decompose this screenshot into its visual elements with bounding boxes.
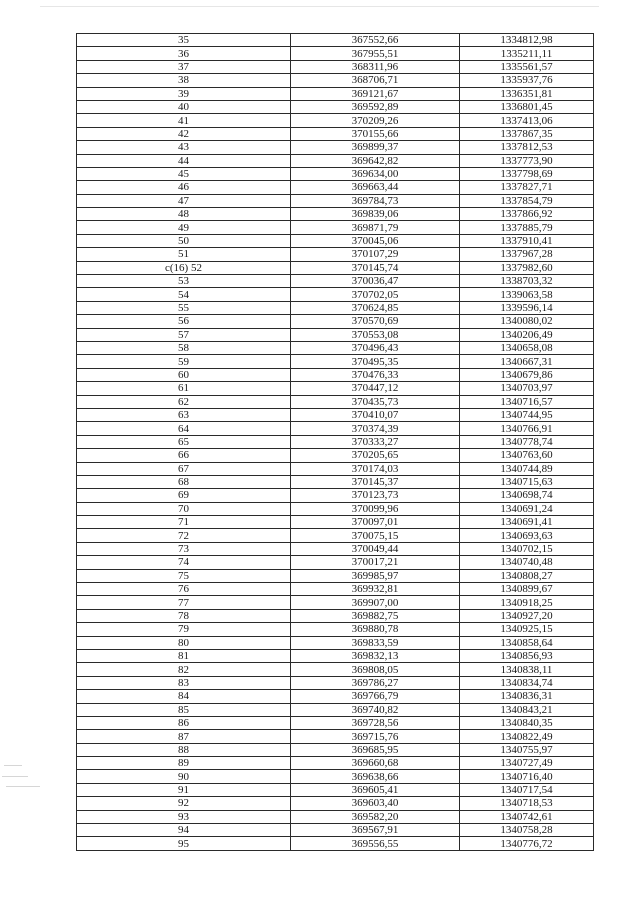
y-coordinate-cell: 1340080,02 <box>460 315 594 328</box>
y-coordinate-cell: 1340927,20 <box>460 609 594 622</box>
y-coordinate-cell: 1340702,15 <box>460 542 594 555</box>
point-number-cell: 81 <box>77 649 291 662</box>
point-number-cell: 70 <box>77 502 291 515</box>
table-row <box>77 34 594 47</box>
y-coordinate-cell: 1337812,53 <box>460 141 594 154</box>
table-row <box>77 596 594 609</box>
x-coordinate-cell: 370496,43 <box>291 341 460 354</box>
point-number-cell: 87 <box>77 730 291 743</box>
point-number-cell: 79 <box>77 623 291 636</box>
table-row <box>77 516 594 529</box>
x-coordinate-cell: 369605,41 <box>291 783 460 796</box>
y-coordinate-cell: 1340758,28 <box>460 824 594 837</box>
y-coordinate-cell: 1335211,11 <box>460 47 594 60</box>
y-coordinate-cell: 1340918,25 <box>460 596 594 609</box>
table-row <box>77 315 594 328</box>
table-row <box>77 395 594 408</box>
x-coordinate-cell: 370476,33 <box>291 368 460 381</box>
point-number-cell: 62 <box>77 395 291 408</box>
point-number-cell: 88 <box>77 743 291 756</box>
x-coordinate-cell: 369907,00 <box>291 596 460 609</box>
point-number-cell: 38 <box>77 74 291 87</box>
y-coordinate-cell: 1340715,63 <box>460 475 594 488</box>
point-number-cell: 94 <box>77 824 291 837</box>
y-coordinate-cell: 1338703,32 <box>460 275 594 288</box>
y-coordinate-cell: 1340808,27 <box>460 569 594 582</box>
point-number-cell: 40 <box>77 100 291 113</box>
y-coordinate-cell: 1337798,69 <box>460 167 594 180</box>
y-coordinate-cell: 1334812,98 <box>460 34 594 47</box>
x-coordinate-cell: 370174,03 <box>291 462 460 475</box>
y-coordinate-cell: 1340727,49 <box>460 757 594 770</box>
table-row <box>77 663 594 676</box>
x-coordinate-cell: 369832,13 <box>291 649 460 662</box>
y-coordinate-cell: 1340822,49 <box>460 730 594 743</box>
point-number-cell: 69 <box>77 489 291 502</box>
point-number-cell: 92 <box>77 797 291 810</box>
point-number-cell: 72 <box>77 529 291 542</box>
y-coordinate-cell: 1337885,79 <box>460 221 594 234</box>
point-number-cell: 48 <box>77 208 291 221</box>
x-coordinate-cell: 370145,37 <box>291 475 460 488</box>
point-number-cell: 55 <box>77 301 291 314</box>
point-number-cell: 56 <box>77 315 291 328</box>
x-coordinate-cell: 369899,37 <box>291 141 460 154</box>
table-row <box>77 636 594 649</box>
coordinates-table <box>76 33 594 851</box>
x-coordinate-cell: 369663,44 <box>291 181 460 194</box>
y-coordinate-cell: 1336351,81 <box>460 87 594 100</box>
table-row <box>77 716 594 729</box>
x-coordinate-cell: 370447,12 <box>291 382 460 395</box>
y-coordinate-cell: 1340667,31 <box>460 355 594 368</box>
point-number-cell: 54 <box>77 288 291 301</box>
point-number-cell: 82 <box>77 663 291 676</box>
point-number-cell: 47 <box>77 194 291 207</box>
x-coordinate-cell: 369121,67 <box>291 87 460 100</box>
x-coordinate-cell: 370209,26 <box>291 114 460 127</box>
table-row <box>77 288 594 301</box>
point-number-cell: 91 <box>77 783 291 796</box>
y-coordinate-cell: 1340776,72 <box>460 837 594 850</box>
scan-artifact <box>4 765 22 766</box>
y-coordinate-cell: 1340742,61 <box>460 810 594 823</box>
x-coordinate-cell: 369556,55 <box>291 837 460 850</box>
point-number-cell: 57 <box>77 328 291 341</box>
y-coordinate-cell: 1340740,48 <box>460 556 594 569</box>
y-coordinate-cell: 1339596,14 <box>460 301 594 314</box>
y-coordinate-cell: 1340691,24 <box>460 502 594 515</box>
y-coordinate-cell: 1337866,92 <box>460 208 594 221</box>
point-number-cell: 78 <box>77 609 291 622</box>
y-coordinate-cell: 1340840,35 <box>460 716 594 729</box>
table-row <box>77 435 594 448</box>
point-number-cell: 41 <box>77 114 291 127</box>
table-row <box>77 167 594 180</box>
table-row <box>77 47 594 60</box>
y-coordinate-cell: 1337854,79 <box>460 194 594 207</box>
table-row <box>77 100 594 113</box>
y-coordinate-cell: 1340925,15 <box>460 623 594 636</box>
point-number-cell: 36 <box>77 47 291 60</box>
table-row <box>77 127 594 140</box>
y-coordinate-cell: 1340843,21 <box>460 703 594 716</box>
x-coordinate-cell: 370036,47 <box>291 275 460 288</box>
table-row <box>77 141 594 154</box>
table-row <box>77 824 594 837</box>
y-coordinate-cell: 1340766,91 <box>460 422 594 435</box>
table-row <box>77 275 594 288</box>
table-row <box>77 475 594 488</box>
point-number-cell: 66 <box>77 449 291 462</box>
y-coordinate-cell: 1340679,86 <box>460 368 594 381</box>
y-coordinate-cell: 1337910,41 <box>460 234 594 247</box>
point-number-cell: 77 <box>77 596 291 609</box>
x-coordinate-cell: 368706,71 <box>291 74 460 87</box>
x-coordinate-cell: 369715,76 <box>291 730 460 743</box>
point-number-cell: 75 <box>77 569 291 582</box>
table-row <box>77 529 594 542</box>
x-coordinate-cell: 370570,69 <box>291 315 460 328</box>
point-number-cell: 65 <box>77 435 291 448</box>
x-coordinate-cell: 369932,81 <box>291 583 460 596</box>
point-number-cell: 59 <box>77 355 291 368</box>
table-row <box>77 154 594 167</box>
x-coordinate-cell: 369766,79 <box>291 690 460 703</box>
x-coordinate-cell: 369582,20 <box>291 810 460 823</box>
x-coordinate-cell: 370155,66 <box>291 127 460 140</box>
scan-artifact <box>2 776 28 777</box>
y-coordinate-cell: 1340716,57 <box>460 395 594 408</box>
y-coordinate-cell: 1340755,97 <box>460 743 594 756</box>
y-coordinate-cell: 1340899,67 <box>460 583 594 596</box>
x-coordinate-cell: 370045,06 <box>291 234 460 247</box>
point-number-cell: 90 <box>77 770 291 783</box>
table-row <box>77 248 594 261</box>
y-coordinate-cell: 1340836,31 <box>460 690 594 703</box>
table-row <box>77 408 594 421</box>
x-coordinate-cell: 370374,39 <box>291 422 460 435</box>
point-number-cell: 53 <box>77 275 291 288</box>
y-coordinate-cell: 1335937,76 <box>460 74 594 87</box>
point-number-cell: 83 <box>77 676 291 689</box>
table-row <box>77 569 594 582</box>
x-coordinate-cell: 370624,85 <box>291 301 460 314</box>
y-coordinate-cell: 1336801,45 <box>460 100 594 113</box>
point-number-cell: 44 <box>77 154 291 167</box>
table-row <box>77 609 594 622</box>
x-coordinate-cell: 369728,56 <box>291 716 460 729</box>
point-number-cell: 64 <box>77 422 291 435</box>
table-row <box>77 208 594 221</box>
x-coordinate-cell: 370123,73 <box>291 489 460 502</box>
point-number-cell: 68 <box>77 475 291 488</box>
scan-artifact <box>6 786 40 787</box>
point-number-cell: 37 <box>77 60 291 73</box>
table-row <box>77 462 594 475</box>
y-coordinate-cell: 1340858,64 <box>460 636 594 649</box>
x-coordinate-cell: 369603,40 <box>291 797 460 810</box>
y-coordinate-cell: 1337413,06 <box>460 114 594 127</box>
point-number-cell: 49 <box>77 221 291 234</box>
top-edge-line <box>40 6 599 7</box>
point-number-cell: 60 <box>77 368 291 381</box>
table-row <box>77 690 594 703</box>
point-number-cell: 50 <box>77 234 291 247</box>
y-coordinate-cell: 1340691,41 <box>460 516 594 529</box>
table-row <box>77 382 594 395</box>
y-coordinate-cell: 1337773,90 <box>460 154 594 167</box>
y-coordinate-cell: 1340778,74 <box>460 435 594 448</box>
x-coordinate-cell: 369638,66 <box>291 770 460 783</box>
table-row <box>77 341 594 354</box>
point-number-cell: 93 <box>77 810 291 823</box>
point-number-cell: 42 <box>77 127 291 140</box>
point-number-cell: 71 <box>77 516 291 529</box>
x-coordinate-cell: 369660,68 <box>291 757 460 770</box>
y-coordinate-cell: 1337867,35 <box>460 127 594 140</box>
x-coordinate-cell: 370107,29 <box>291 248 460 261</box>
x-coordinate-cell: 370702,05 <box>291 288 460 301</box>
table-row <box>77 797 594 810</box>
point-number-cell: 73 <box>77 542 291 555</box>
x-coordinate-cell: 370075,15 <box>291 529 460 542</box>
x-coordinate-cell: 369784,73 <box>291 194 460 207</box>
table-row <box>77 87 594 100</box>
table-row <box>77 703 594 716</box>
x-coordinate-cell: 369833,59 <box>291 636 460 649</box>
table-row <box>77 757 594 770</box>
point-number-cell: 80 <box>77 636 291 649</box>
point-number-cell: 63 <box>77 408 291 421</box>
y-coordinate-cell: 1337827,71 <box>460 181 594 194</box>
x-coordinate-cell: 370553,08 <box>291 328 460 341</box>
y-coordinate-cell: 1340693,63 <box>460 529 594 542</box>
x-coordinate-cell: 369634,00 <box>291 167 460 180</box>
x-coordinate-cell: 369880,78 <box>291 623 460 636</box>
y-coordinate-cell: 1340744,95 <box>460 408 594 421</box>
point-number-cell: 86 <box>77 716 291 729</box>
x-coordinate-cell: 369642,82 <box>291 154 460 167</box>
point-number-cell: 76 <box>77 583 291 596</box>
point-number-cell: 84 <box>77 690 291 703</box>
x-coordinate-cell: 369839,06 <box>291 208 460 221</box>
x-coordinate-cell: 367955,51 <box>291 47 460 60</box>
point-number-cell: 67 <box>77 462 291 475</box>
table-row <box>77 422 594 435</box>
table-row <box>77 542 594 555</box>
table-row <box>77 770 594 783</box>
x-coordinate-cell: 370333,27 <box>291 435 460 448</box>
y-coordinate-cell: 1339063,58 <box>460 288 594 301</box>
x-coordinate-cell: 369786,27 <box>291 676 460 689</box>
table-row <box>77 181 594 194</box>
table-row <box>77 355 594 368</box>
x-coordinate-cell: 370205,65 <box>291 449 460 462</box>
x-coordinate-cell: 370495,35 <box>291 355 460 368</box>
table-row <box>77 301 594 314</box>
table-row <box>77 730 594 743</box>
x-coordinate-cell: 369685,95 <box>291 743 460 756</box>
point-number-cell: 46 <box>77 181 291 194</box>
y-coordinate-cell: 1340834,74 <box>460 676 594 689</box>
point-number-cell: 58 <box>77 341 291 354</box>
point-number-cell: 39 <box>77 87 291 100</box>
y-coordinate-cell: 1340717,54 <box>460 783 594 796</box>
x-coordinate-cell: 369871,79 <box>291 221 460 234</box>
point-number-cell: c(16) 52 <box>77 261 291 274</box>
y-coordinate-cell: 1340744,89 <box>460 462 594 475</box>
y-coordinate-cell: 1337967,28 <box>460 248 594 261</box>
y-coordinate-cell: 1340718,53 <box>460 797 594 810</box>
x-coordinate-cell: 370097,01 <box>291 516 460 529</box>
point-number-cell: 61 <box>77 382 291 395</box>
y-coordinate-cell: 1340838,11 <box>460 663 594 676</box>
x-coordinate-cell: 369985,97 <box>291 569 460 582</box>
point-number-cell: 85 <box>77 703 291 716</box>
x-coordinate-cell: 370145,74 <box>291 261 460 274</box>
table-row <box>77 489 594 502</box>
point-number-cell: 35 <box>77 34 291 47</box>
point-number-cell: 51 <box>77 248 291 261</box>
table-row <box>77 261 594 274</box>
point-number-cell: 89 <box>77 757 291 770</box>
x-coordinate-cell: 367552,66 <box>291 34 460 47</box>
table-row <box>77 502 594 515</box>
x-coordinate-cell: 369740,82 <box>291 703 460 716</box>
table-row <box>77 328 594 341</box>
table-row <box>77 623 594 636</box>
y-coordinate-cell: 1340206,49 <box>460 328 594 341</box>
table-row <box>77 74 594 87</box>
table-row <box>77 583 594 596</box>
table-row <box>77 114 594 127</box>
table-row <box>77 368 594 381</box>
y-coordinate-cell: 1340698,74 <box>460 489 594 502</box>
y-coordinate-cell: 1340658,08 <box>460 341 594 354</box>
table-row <box>77 449 594 462</box>
table-row <box>77 783 594 796</box>
x-coordinate-cell: 370410,07 <box>291 408 460 421</box>
y-coordinate-cell: 1337982,60 <box>460 261 594 274</box>
x-coordinate-cell: 370435,73 <box>291 395 460 408</box>
y-coordinate-cell: 1340763,60 <box>460 449 594 462</box>
table-row <box>77 676 594 689</box>
table-row <box>77 234 594 247</box>
table-row <box>77 810 594 823</box>
x-coordinate-cell: 369567,91 <box>291 824 460 837</box>
y-coordinate-cell: 1340856,93 <box>460 649 594 662</box>
table-row <box>77 60 594 73</box>
point-number-cell: 74 <box>77 556 291 569</box>
x-coordinate-cell: 370017,21 <box>291 556 460 569</box>
x-coordinate-cell: 370049,44 <box>291 542 460 555</box>
coordinates-table-body <box>77 34 594 851</box>
y-coordinate-cell: 1340703,97 <box>460 382 594 395</box>
x-coordinate-cell: 370099,96 <box>291 502 460 515</box>
y-coordinate-cell: 1335561,57 <box>460 60 594 73</box>
x-coordinate-cell: 369592,89 <box>291 100 460 113</box>
point-number-cell: 95 <box>77 837 291 850</box>
table-row <box>77 743 594 756</box>
table-row <box>77 649 594 662</box>
point-number-cell: 43 <box>77 141 291 154</box>
table-row <box>77 837 594 850</box>
y-coordinate-cell: 1340716,40 <box>460 770 594 783</box>
x-coordinate-cell: 369882,75 <box>291 609 460 622</box>
table-row <box>77 221 594 234</box>
table-row <box>77 556 594 569</box>
x-coordinate-cell: 368311,96 <box>291 60 460 73</box>
point-number-cell: 45 <box>77 167 291 180</box>
table-row <box>77 194 594 207</box>
x-coordinate-cell: 369808,05 <box>291 663 460 676</box>
